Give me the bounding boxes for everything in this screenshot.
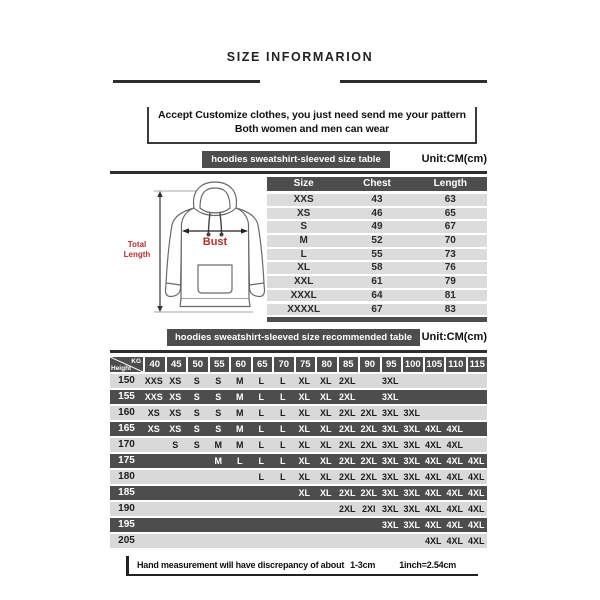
matrix-size-cell [401, 390, 423, 404]
corner-kg-label: KG [131, 357, 141, 365]
matrix-size-cell [143, 534, 165, 548]
matrix-size-cell: 4XL [424, 456, 442, 466]
matrix-size-cell [143, 518, 165, 532]
matrix-size-cell [294, 502, 316, 516]
size-table-cell: 49 [371, 221, 383, 233]
matrix-size-cell [358, 534, 380, 548]
matrix-size-cell: L [237, 456, 243, 466]
matrix-size-cell: XL [298, 488, 310, 498]
matrix-size-cell [165, 454, 187, 468]
matrix-size-cell [466, 390, 488, 404]
footer-range: 1-3cm [350, 560, 376, 570]
size-table-row [267, 235, 487, 247]
matrix-size-cell: S [193, 440, 200, 450]
matrix-size-cell: L [280, 408, 286, 418]
matrix-size-cell [466, 438, 488, 452]
matrix-size-cell: XXS [144, 392, 163, 402]
matrix-size-cell: XL [298, 408, 310, 418]
size-table-cell: 65 [444, 207, 456, 219]
matrix-size-cell: 2XL [338, 392, 356, 402]
matrix-size-cell: M [236, 440, 244, 450]
matrix-size-cell: 2XL [338, 472, 356, 482]
size-table [267, 177, 487, 322]
matrix-size-cell: XS [147, 424, 160, 434]
matrix-size-cell: 4XL [424, 536, 442, 546]
recommended-table-section-header [110, 329, 487, 347]
matrix-height-label: 170 [118, 439, 135, 450]
matrix-size-cell: 2XL [360, 440, 377, 450]
matrix-size-cell: 2XL [360, 408, 377, 418]
matrix-size-cell: 2XL [360, 456, 377, 466]
matrix-size-cell: 3XL [403, 424, 420, 434]
matrix-size-cell: 2XL [338, 488, 356, 498]
size-table-cell: 76 [444, 262, 456, 274]
size-table-cell: XS [296, 207, 311, 219]
weight-column-header: 95 [382, 357, 402, 372]
matrix-size-cell: L [258, 392, 264, 402]
matrix-size-cell: 3XL [403, 488, 420, 498]
matrix-height-label: 205 [118, 535, 135, 546]
total-length-label-line1: Total [127, 240, 147, 249]
size-table-row [267, 262, 487, 274]
section-divider-1 [110, 171, 487, 174]
size-table-row [267, 221, 487, 233]
matrix-size-cell: L [258, 408, 264, 418]
matrix-size-cell: XS [169, 376, 182, 386]
matrix-size-cell [165, 518, 187, 532]
matrix-height-label: 175 [118, 455, 135, 466]
matrix-size-cell [401, 374, 423, 388]
weight-column-header: 80 [317, 357, 337, 372]
matrix-height-label: 195 [118, 519, 135, 530]
matrix-size-cell: 3XL [381, 408, 399, 418]
matrix-size-cell [358, 390, 380, 404]
title-rule-right [340, 80, 487, 83]
matrix-size-cell: S [215, 424, 222, 434]
matrix-size-cell: S [215, 408, 222, 418]
matrix-size-cell [358, 374, 380, 388]
length-column-header: Length [433, 178, 467, 189]
matrix-corner-cell [110, 357, 143, 372]
matrix-size-cell: 4XL [467, 456, 485, 466]
matrix-size-cell: S [172, 440, 179, 450]
matrix-size-cell: 4XL [467, 472, 485, 482]
weight-column-header: 85 [339, 357, 359, 372]
weight-column-header: 60 [231, 357, 251, 372]
matrix-size-cell: 4XL [446, 472, 463, 482]
size-table-title-bar: hoodies sweatshirt-sleeved size table [202, 151, 390, 168]
matrix-size-cell: 2XL [338, 376, 356, 386]
weight-column-header: 65 [253, 357, 273, 372]
size-table-cell: M [299, 235, 308, 247]
matrix-height-label: 190 [118, 503, 135, 514]
matrix-size-cell: XL [319, 456, 332, 466]
matrix-size-cell [315, 502, 337, 516]
matrix-size-cell: 2XL [360, 472, 377, 482]
matrix-size-cell [165, 470, 187, 484]
matrix-size-cell: 4XL [446, 520, 463, 530]
matrix-size-cell: 2XL [360, 488, 377, 498]
matrix-size-cell [229, 502, 251, 516]
size-table-cell: 61 [371, 276, 383, 288]
matrix-size-cell: 3XL [381, 392, 399, 402]
matrix-size-cell: M [236, 376, 244, 386]
matrix-size-cell [251, 534, 273, 548]
recommended-size-matrix [110, 357, 487, 550]
matrix-size-cell: XL [298, 440, 310, 450]
size-table-cell: 64 [371, 289, 383, 301]
matrix-size-cell [229, 518, 251, 532]
matrix-row [110, 438, 487, 452]
matrix-size-cell: L [280, 424, 286, 434]
size-table-section-header [110, 151, 487, 169]
matrix-size-cell: 4XL [467, 520, 485, 530]
size-table-header-row [267, 177, 487, 191]
matrix-size-cell: M [236, 424, 244, 434]
matrix-row [110, 422, 487, 436]
matrix-height-label: 165 [118, 423, 135, 434]
matrix-size-cell: S [215, 392, 222, 402]
matrix-size-cell [208, 470, 230, 484]
weight-column-header: 70 [274, 357, 294, 372]
size-table-cell: 63 [444, 194, 456, 205]
matrix-size-cell: XXS [144, 376, 163, 386]
matrix-row [110, 502, 487, 516]
recommended-table-title-bar: hoodies sweatshirt-sleeved size recommended table [167, 329, 420, 346]
footer-conversion: 1inch=2.54cm [399, 560, 457, 570]
matrix-size-cell [337, 518, 359, 532]
matrix-size-cell: 3XL [403, 504, 420, 514]
corner-height-label: Height [111, 364, 132, 372]
size-table-cell: 73 [444, 248, 456, 260]
matrix-size-cell: 4XL [446, 536, 463, 546]
matrix-size-cell [186, 470, 208, 484]
matrix-size-cell [186, 454, 208, 468]
matrix-size-cell: 2XL [338, 424, 356, 434]
matrix-size-cell: S [193, 408, 200, 418]
matrix-size-cell [294, 534, 316, 548]
matrix-size-cell: 4XL [424, 488, 442, 498]
matrix-size-cell: 3XL [403, 408, 420, 418]
size-table-row [267, 194, 487, 206]
size-table-cell: 81 [444, 289, 456, 301]
matrix-size-cell: 2XL [360, 424, 377, 434]
matrix-size-cell: M [236, 392, 244, 402]
matrix-size-cell [143, 454, 165, 468]
size-table-cell: XL [297, 262, 311, 274]
matrix-size-cell: 2XL [338, 408, 356, 418]
matrix-size-cell [208, 534, 230, 548]
section-divider-2 [110, 350, 487, 353]
matrix-size-cell [229, 486, 251, 500]
matrix-size-cell: 4XL [446, 440, 463, 450]
matrix-height-label: 155 [118, 391, 135, 402]
unit-label-2: Unit:CM(cm) [421, 331, 487, 343]
matrix-size-cell [466, 374, 488, 388]
matrix-size-cell: 4XL [446, 488, 463, 498]
matrix-size-cell [186, 518, 208, 532]
matrix-size-cell: 4XL [424, 472, 442, 482]
matrix-size-cell: 3XL [403, 440, 420, 450]
matrix-size-cell: 2XL [338, 504, 356, 514]
matrix-size-cell [143, 486, 165, 500]
matrix-size-cell [423, 374, 445, 388]
matrix-size-cell: 3XL [403, 520, 420, 530]
size-table-cell: XXXL [290, 289, 317, 301]
matrix-size-cell: XL [319, 488, 332, 498]
size-table-cell: 67 [444, 221, 456, 233]
weight-column-header: 110 [446, 357, 466, 372]
matrix-size-cell: XL [319, 376, 332, 386]
matrix-size-cell [186, 534, 208, 548]
matrix-size-cell [272, 502, 294, 516]
matrix-size-cell: 4XL [446, 424, 463, 434]
matrix-size-cell [294, 518, 316, 532]
hoodie-measurement-figure [110, 176, 266, 324]
matrix-size-cell: L [280, 472, 286, 482]
matrix-size-cell [251, 502, 273, 516]
size-table-row [267, 304, 487, 316]
matrix-size-cell: L [258, 456, 264, 466]
matrix-size-cell: 4XL [424, 440, 442, 450]
matrix-size-cell [423, 406, 445, 420]
matrix-size-cell [186, 486, 208, 500]
matrix-header-row [110, 357, 487, 372]
matrix-size-cell: XS [169, 392, 182, 402]
matrix-size-cell: 4XL [467, 488, 485, 498]
total-length-label-line2: Length [123, 250, 151, 259]
matrix-size-cell [466, 422, 488, 436]
matrix-size-cell [380, 534, 402, 548]
matrix-size-cell: 4XL [467, 504, 485, 514]
matrix-size-cell [315, 534, 337, 548]
matrix-size-cell: 4XL [424, 424, 442, 434]
matrix-size-cell [229, 534, 251, 548]
size-table-cell: 52 [371, 235, 383, 247]
matrix-size-cell: L [280, 392, 286, 402]
footer-note [126, 556, 478, 576]
title-rule-left [113, 80, 260, 83]
page-title: SIZE INFORMARION [226, 50, 374, 64]
size-table-cell: 43 [371, 194, 383, 205]
matrix-size-cell: M [214, 440, 222, 450]
weight-column-header: 105 [426, 359, 443, 370]
matrix-size-cell [358, 518, 380, 532]
matrix-size-cell: L [280, 376, 286, 386]
matrix-size-cell [208, 518, 230, 532]
matrix-size-cell: S [193, 392, 200, 402]
matrix-size-cell: S [193, 424, 200, 434]
matrix-height-label: 180 [118, 471, 135, 482]
matrix-size-cell [208, 502, 230, 516]
matrix-size-cell: 4XL [424, 520, 442, 530]
matrix-size-cell: 2XI [361, 504, 376, 514]
size-table-cell: 70 [444, 235, 456, 247]
matrix-size-cell: XL [298, 456, 310, 466]
notice-line-1: Accept Customize clothes, you just need send me your pattern [158, 109, 466, 121]
size-table-cell: 67 [371, 303, 383, 315]
matrix-size-cell: XL [319, 472, 332, 482]
matrix-size-cell: 3XL [381, 504, 399, 514]
matrix-size-cell: 3XL [381, 376, 399, 386]
size-table-row [267, 208, 487, 220]
matrix-size-cell: M [236, 408, 244, 418]
footer-text: Hand measurement will have discrepancy of about [137, 560, 345, 570]
matrix-size-cell: 4XL [424, 504, 442, 514]
size-table-row [267, 276, 487, 288]
matrix-row [110, 534, 487, 548]
matrix-size-cell: 4XL [446, 504, 463, 514]
matrix-size-cell: 3XL [381, 440, 399, 450]
matrix-size-cell: L [258, 472, 264, 482]
size-table-cell: XXXXL [287, 303, 321, 315]
size-table-cell: XXS [293, 194, 314, 205]
matrix-size-cell: XL [319, 440, 332, 450]
weight-column-header: 50 [188, 357, 208, 372]
matrix-size-cell: XL [298, 392, 310, 402]
size-table-cell: 55 [371, 248, 383, 260]
matrix-size-cell: M [214, 456, 222, 466]
customize-notice-box [147, 107, 477, 144]
bust-label: Bust [202, 236, 228, 248]
matrix-size-cell [272, 518, 294, 532]
matrix-row [110, 390, 487, 404]
matrix-row [110, 486, 487, 500]
matrix-size-cell: XL [298, 376, 310, 386]
unit-label-1: Unit:CM(cm) [421, 153, 487, 165]
matrix-row [110, 406, 487, 420]
matrix-size-cell [444, 390, 466, 404]
matrix-size-cell [337, 534, 359, 548]
total-length-arrow [157, 191, 163, 312]
matrix-size-cell: XL [298, 424, 310, 434]
matrix-size-cell: XL [319, 408, 332, 418]
matrix-size-cell [229, 470, 251, 484]
matrix-size-cell [444, 374, 466, 388]
size-table-row [267, 249, 487, 261]
matrix-height-label: 150 [118, 375, 135, 386]
matrix-size-cell: L [258, 440, 264, 450]
matrix-height-label: 185 [118, 487, 135, 498]
matrix-size-cell [251, 518, 273, 532]
matrix-size-cell: XS [169, 424, 182, 434]
matrix-size-cell: 2XL [338, 440, 356, 450]
size-table-cell: L [300, 248, 307, 260]
matrix-size-cell [165, 534, 187, 548]
size-table-cell: 46 [371, 207, 383, 219]
weight-column-header: 115 [468, 357, 488, 372]
weight-column-header: 55 [210, 357, 230, 372]
matrix-size-cell: XS [169, 408, 182, 418]
matrix-size-cell: S [215, 376, 222, 386]
weight-column-header: 100 [404, 359, 421, 370]
matrix-size-cell: L [258, 376, 264, 386]
size-table-cell: 58 [371, 262, 383, 274]
matrix-size-cell [251, 486, 273, 500]
matrix-body [110, 374, 487, 548]
matrix-size-cell [143, 470, 165, 484]
matrix-size-cell: 3XL [381, 424, 399, 434]
weight-column-header: 45 [167, 357, 187, 372]
matrix-size-cell [272, 534, 294, 548]
matrix-size-cell [401, 534, 423, 548]
matrix-size-cell: 3XL [403, 456, 420, 466]
matrix-size-cell [165, 486, 187, 500]
size-table-cell: 83 [444, 303, 456, 315]
matrix-size-cell: 4XL [467, 536, 485, 546]
matrix-row [110, 374, 487, 388]
matrix-size-cell [143, 502, 165, 516]
matrix-size-cell: XL [298, 472, 310, 482]
matrix-size-cell [423, 390, 445, 404]
matrix-row [110, 470, 487, 484]
size-table-body [267, 194, 487, 315]
matrix-size-cell: 3XL [381, 456, 399, 466]
chest-column-header: Chest [363, 178, 391, 189]
matrix-size-cell: 4XL [446, 456, 463, 466]
size-table-cell: S [300, 221, 307, 233]
matrix-size-cell [208, 486, 230, 500]
weight-column-header: 40 [145, 357, 165, 372]
matrix-size-cell: 3XL [381, 472, 399, 482]
matrix-size-cell: 3XL [403, 472, 420, 482]
matrix-size-cell [186, 502, 208, 516]
matrix-size-cell: S [193, 376, 200, 386]
matrix-size-cell: XL [319, 392, 332, 402]
matrix-size-cell: 2XL [338, 456, 356, 466]
matrix-size-cell: L [280, 440, 286, 450]
matrix-size-cell [272, 486, 294, 500]
size-column-header: Size [293, 178, 314, 189]
weight-column-header: 90 [360, 357, 380, 372]
matrix-height-label: 160 [118, 407, 135, 418]
matrix-size-cell: 3XL [381, 520, 399, 530]
matrix-size-cell: L [280, 456, 286, 466]
matrix-row [110, 518, 487, 532]
weight-column-header: 75 [296, 357, 316, 372]
matrix-size-cell: XL [319, 424, 332, 434]
matrix-size-cell [143, 438, 165, 452]
size-table-row [267, 290, 487, 302]
matrix-size-cell [466, 406, 488, 420]
matrix-size-cell: 3XL [381, 488, 399, 498]
matrix-size-cell: XS [147, 408, 160, 418]
hoodie-drawing [110, 176, 266, 324]
size-table-bottom-bar [267, 317, 487, 322]
matrix-size-cell [165, 502, 187, 516]
matrix-size-cell: L [258, 424, 264, 434]
matrix-size-cell [444, 406, 466, 420]
matrix-size-cell [315, 518, 337, 532]
notice-line-2: Both women and men can wear [234, 122, 390, 135]
size-table-cell: XXL [293, 276, 314, 288]
matrix-row [110, 454, 487, 468]
size-table-cell: 79 [444, 276, 456, 288]
